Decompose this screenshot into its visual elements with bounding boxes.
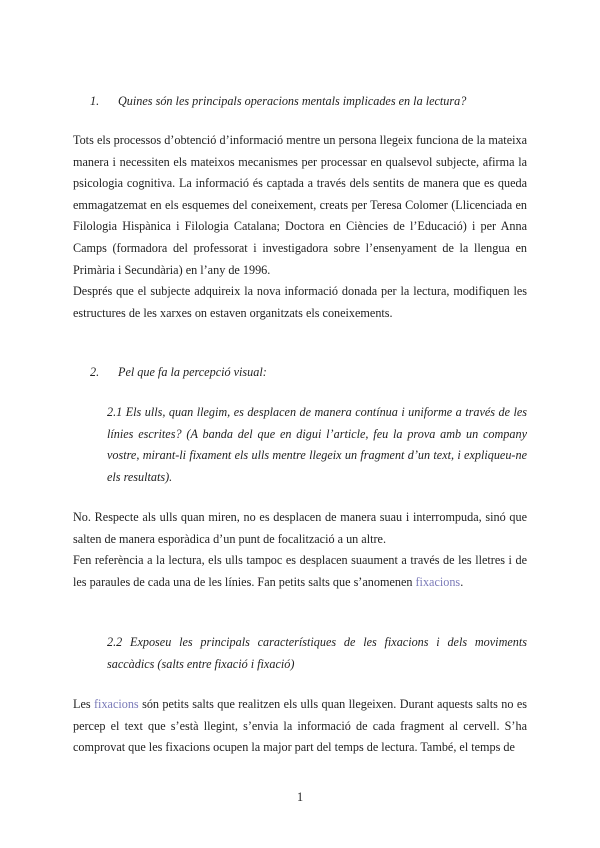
answer-2-2-text-rest: són petits salts que realitzen els ulls quan llegeixen. Durant aquests salts no es percep el text que s’està llegint, s’envia la informació de cada fragment al cervell. S’ha comprovat que les fixacions ocupen la major part del temps de lectura. També, el temps de — [73, 697, 527, 755]
question-2-heading — [90, 364, 267, 380]
question-1-heading — [90, 93, 466, 109]
answer-1-text-2: Després que el subjecte adquireix la nova informació donada per la lectura, modifiquen les estructures de les xarxes on estaven organitzats els coneixements. — [73, 284, 527, 320]
answer-2-1-text: No. Respecte als ulls quan miren, no es desplacen de manera suau i interrompuda, sinó que salten de manera esporàdica d’un punt de focalització a un altre. — [73, 510, 527, 546]
answer-2-2-text — [73, 694, 527, 759]
question-2-title: Pel que fa la percepció visual: — [118, 365, 267, 379]
answer-2-1-text-2-end: . — [460, 574, 464, 589]
answer-1-text: Tots els processos d’obtenció d’informació mentre un persona llegeix funciona de la mateixa manera i necessiten els mateixos mecanismes per processar en qualsevol subjecte, afirma la psicologia cognitiva. La informació és captada a través dels sentits de manera que es queda emmagatzemat en els esquemes del coneixement, creats per Teresa Colomer (Llicenciada en Filologia Hispànica i Filologia Catalana; Doctora en Ciències de l’Educació) i per Anna Camps (formadora del professorat i investigadora sobre l’ensenyament de la llengua en Primària i Secundària) en l’any de 1996. — [73, 133, 527, 277]
fixacions-link-2[interactable]: fixacions — [94, 697, 139, 711]
question-2-1: 2.1 Els ulls, quan llegim, es desplacen de manera contínua i uniforme a través de les línies escrites? (A banda del que en digui l’article, feu la prova amb un company vostre, mirant-li fixament els ulls mentre llegeix un fragment d’un text, i expliqueu-ne els resultats). — [107, 405, 527, 484]
question-2-number: 2. — [90, 365, 100, 379]
answer-2-1-paragraph — [73, 507, 527, 593]
fixacions-link[interactable]: fixacions — [415, 574, 461, 589]
answer-2-2-paragraph — [73, 694, 527, 759]
answer-2-1-text-2 — [73, 550, 527, 593]
page-number: 1 — [296, 790, 304, 804]
question-1-title: Quines són les principals operacions mentals implicades en la lectura? — [118, 94, 467, 108]
answer-1-paragraph — [73, 130, 527, 324]
question-1-number: 1. — [90, 94, 100, 108]
question-2-2: 2.2 Exposeu les principals característiques de les fixacions i dels moviments saccàdics (salts entre fixació i fixació) — [107, 635, 527, 671]
answer-2-2-text-start: Les — [73, 697, 94, 711]
answer-2-1-text-2-main: Fen referència a la lectura, els ulls tampoc es desplacen suaument a través de les lletres i de les paraules de cada una de les línies. Fan petits salts que s’anomenen — [73, 553, 527, 589]
